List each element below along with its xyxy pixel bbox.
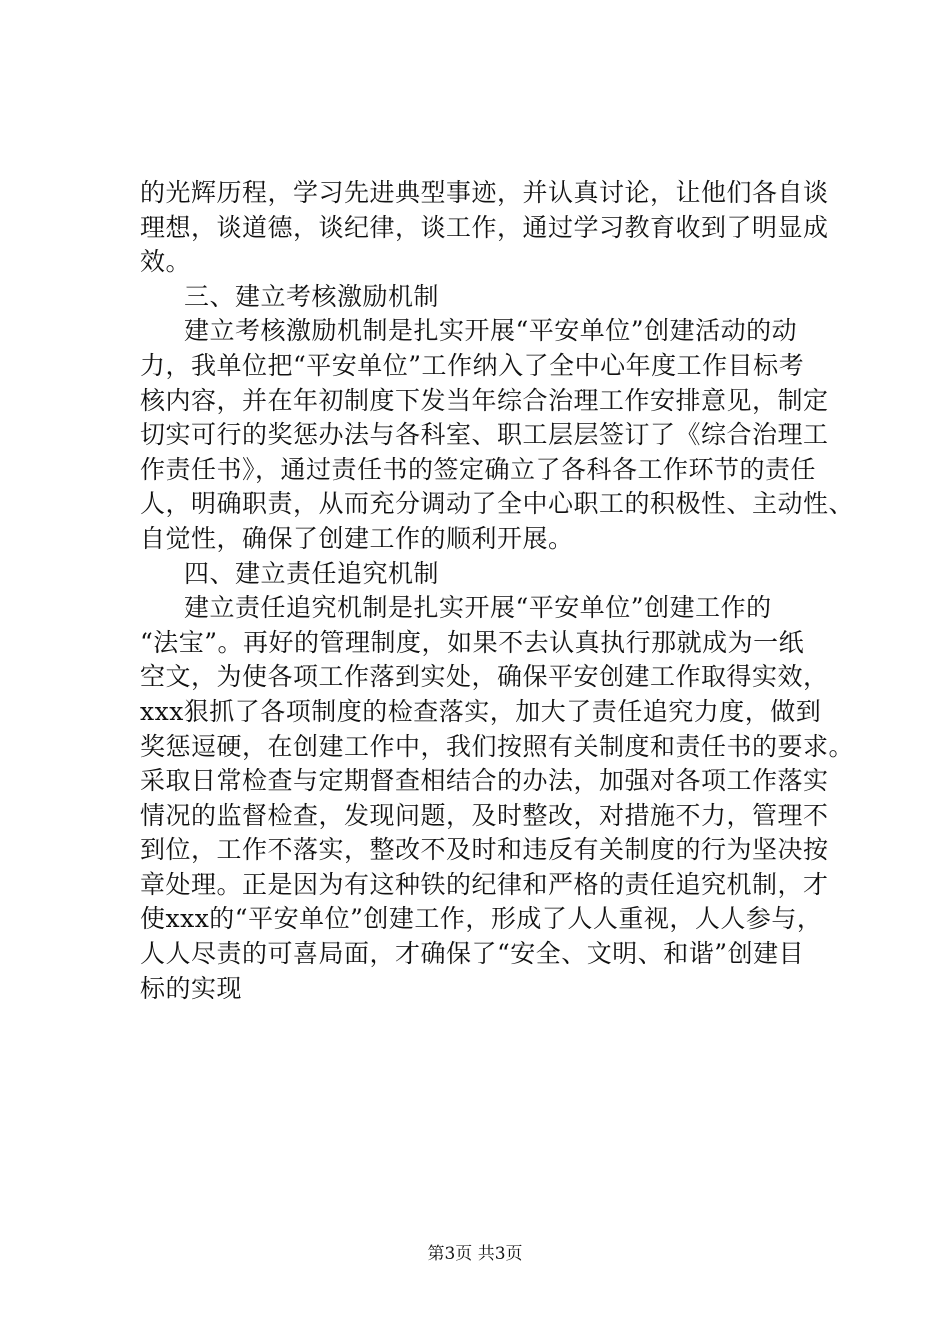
document-body <box>140 176 855 1006</box>
text-line: 建立考核激励机制是扎实开展“平安单位”创建活动的动 <box>184 316 798 346</box>
text-line: 人，明确职责，从而充分调动了全中心职工的积极性、主动性、 <box>140 489 855 519</box>
text-line: 建立责任追究机制是扎实开展“平安单位”创建工作的 <box>184 593 772 623</box>
text-line: 使xxx的“平安单位”创建工作，形成了人人重视，人人参与， <box>140 904 823 934</box>
text-line: 理想，谈道德，谈纪律，谈工作，通过学习教育收到了明显成 <box>140 212 829 242</box>
section-heading-3: 三、建立考核激励机制 <box>184 281 440 311</box>
text-line: 奖惩逗硬，在创建工作中，我们按照有关制度和责任书的要求。 <box>140 731 855 761</box>
text-line: 效。 <box>140 247 192 277</box>
text-line: 章处理。正是因为有这种铁的纪律和严格的责任追究机制，才 <box>140 869 829 899</box>
text-line: 到位，工作不落实，整改不及时和违反有关制度的行为坚决按 <box>140 835 829 865</box>
page-footer <box>0 1243 950 1265</box>
text-line: 标的实现 <box>140 973 243 1003</box>
text-line: 作责任书》，通过责任书的签定确立了各科各工作环节的责任 <box>140 454 817 484</box>
text-line: 力，我单位把“平安单位”工作纳入了全中心年度工作目标考 <box>140 350 805 380</box>
text-line: 人人尽责的可喜局面，才确保了“安全、文明、和谐”创建目 <box>140 939 805 969</box>
text-line: 空文，为使各项工作落到实处，确保平安创建工作取得实效， <box>140 662 829 692</box>
text-line: 切实可行的奖惩办法与各科室、职工层层签订了《综合治理工 <box>140 420 829 450</box>
text-line: 自觉性，确保了创建工作的顺利开展。 <box>140 523 574 553</box>
text-line: “法宝”。再好的管理制度，如果不去认真执行那就成为一纸 <box>140 627 805 657</box>
text-line: 的光辉历程，学习先进典型事迹，并认真讨论，让他们各自谈 <box>140 178 829 207</box>
section-heading-4: 四、建立责任追究机制 <box>184 558 440 588</box>
page-number: 第3页 共3页 <box>427 1244 523 1264</box>
text-line: 采取日常检查与定期督查相结合的办法，加强对各项工作落实 <box>140 766 829 796</box>
text-line: 情况的监督检查，发现问题，及时整改，对措施不力，管理不 <box>140 800 829 830</box>
text-line: 核内容，并在年初制度下发当年综合治理工作安排意见，制定 <box>140 385 829 415</box>
text-line: xxx狠抓了各项制度的检查落实，加大了责任追究力度，做到 <box>140 696 822 726</box>
